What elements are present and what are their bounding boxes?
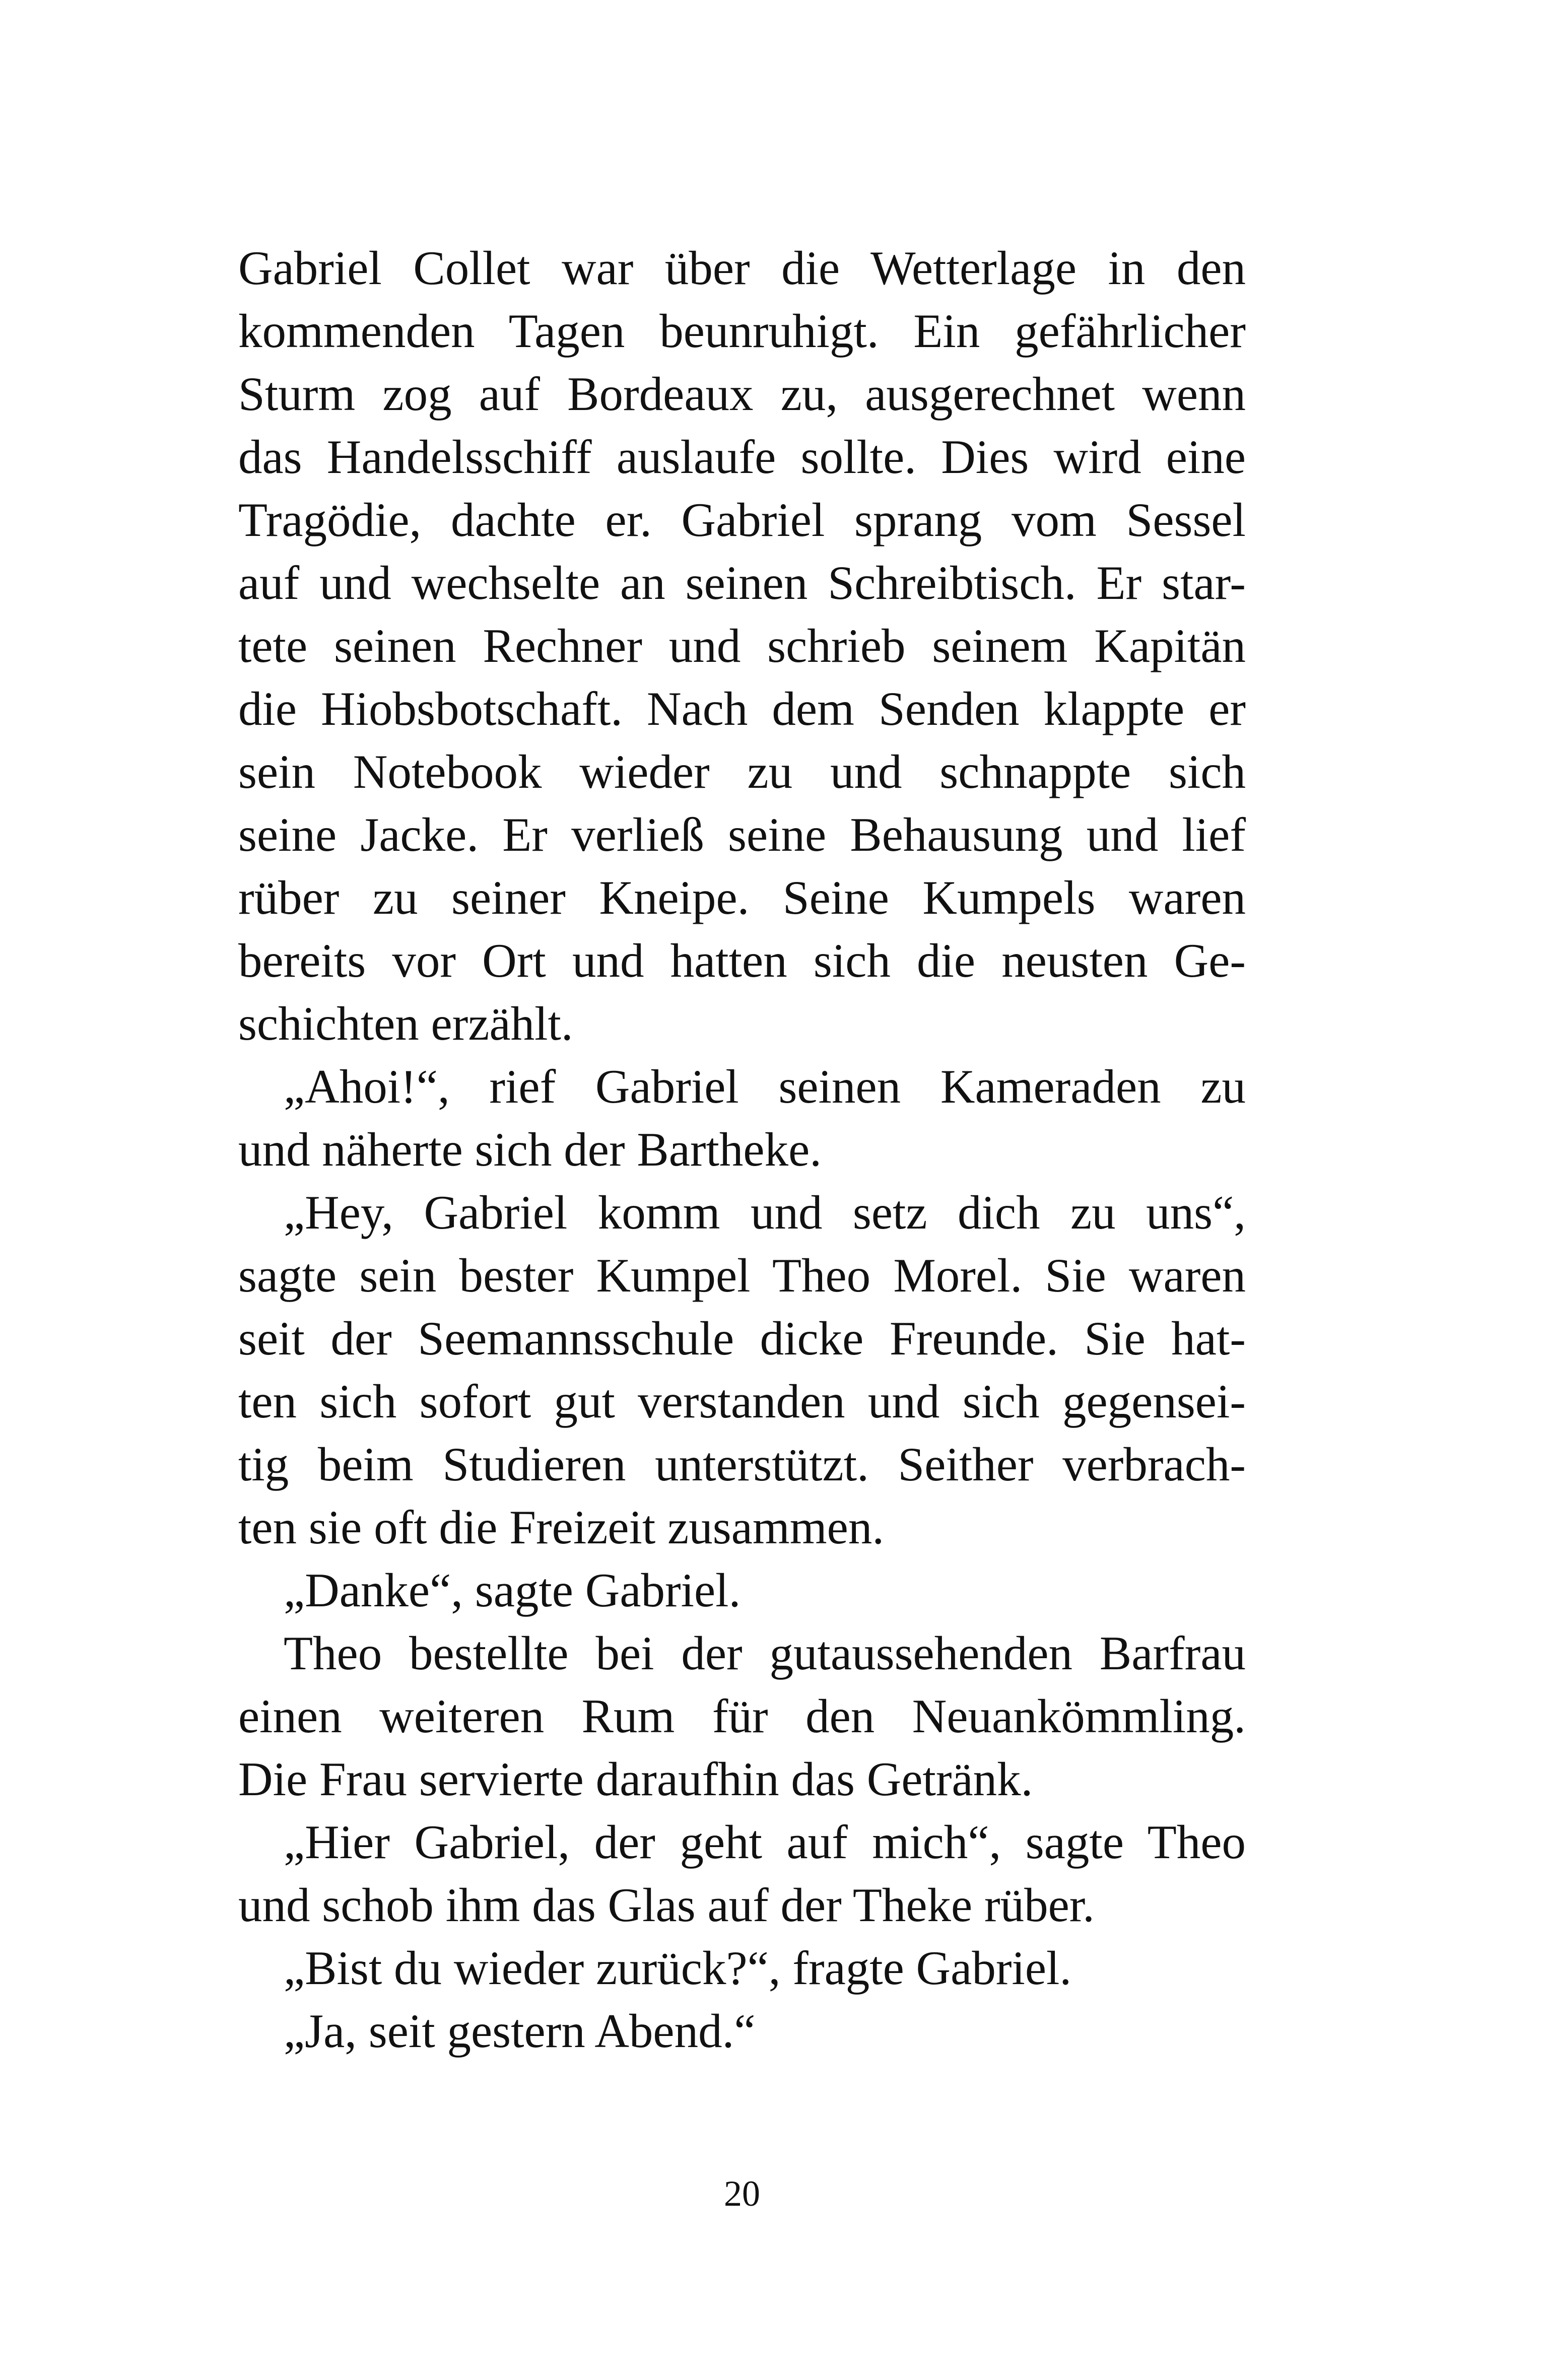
text-line: rüber zu seiner Kneipe. Seine Kumpels waren: [238, 871, 1246, 924]
text-line: bereits vor Ort und hatten sich die neusten Ge-: [238, 934, 1246, 987]
text-line: ten sich sofort gut verstanden und sich gegensei-: [238, 1375, 1246, 1428]
text-line: Tragödie, dachte er. Gabriel sprang vom Sessel: [238, 493, 1246, 547]
text-line: sein Notebook wieder zu und schnappte sich: [238, 745, 1246, 798]
text-line: „Ahoi!“, rief Gabriel seinen Kameraden zu: [284, 1060, 1246, 1113]
text-line: „Hier Gabriel, der geht auf mich“, sagte Theo: [284, 1815, 1246, 1869]
text-line: kommenden Tagen beunruhigt. Ein gefährlicher: [238, 304, 1246, 358]
text-line: Gabriel Collet war über die Wetterlage in den: [238, 241, 1246, 295]
text-line: sagte sein bester Kumpel Theo Morel. Sie waren: [238, 1249, 1246, 1302]
text-line: Die Frau servierte daraufhin das Getränk.: [238, 1752, 1033, 1806]
body-text: [238, 237, 1246, 2063]
text-line: seit der Seemannsschule dicke Freunde. Sie hat-: [238, 1312, 1246, 1365]
text-line: auf und wechselte an seinen Schreibtisch. Er star-: [238, 556, 1246, 609]
text-line: tete seinen Rechner und schrieb seinem Kapitän: [238, 619, 1246, 672]
text-line: „Hey, Gabriel komm und setz dich zu uns“,: [284, 1186, 1246, 1239]
text-line: „Bist du wieder zurück?“, fragte Gabriel.: [284, 1941, 1072, 1995]
text-line: ten sie oft die Freizeit zusammen.: [238, 1501, 885, 1554]
text-line: seine Jacke. Er verließ seine Behausung und lief: [238, 808, 1246, 861]
text-line: tig beim Studieren unterstützt. Seither verbrach-: [238, 1438, 1246, 1491]
page-number: 20: [724, 2173, 760, 2214]
text-line: „Ja, seit gestern Abend.“: [284, 2004, 756, 2058]
text-line: das Handelsschiff auslaufe sollte. Dies wird eine: [238, 430, 1246, 484]
text-line: „Danke“, sagte Gabriel.: [284, 1563, 741, 1617]
text-line: und schob ihm das Glas auf der Theke rüber.: [238, 1878, 1095, 1932]
text-line: und näherte sich der Bartheke.: [238, 1123, 822, 1176]
text-line: schichten erzählt.: [238, 997, 573, 1050]
text-line: Theo bestellte bei der gutaussehenden Barfrau: [284, 1626, 1246, 1680]
text-line: einen weiteren Rum für den Neuankömmling.: [238, 1689, 1246, 1743]
text-line: Sturm zog auf Bordeaux zu, ausgerechnet wenn: [238, 367, 1246, 421]
text-line: die Hiobsbotschaft. Nach dem Senden klappte er: [238, 682, 1246, 735]
